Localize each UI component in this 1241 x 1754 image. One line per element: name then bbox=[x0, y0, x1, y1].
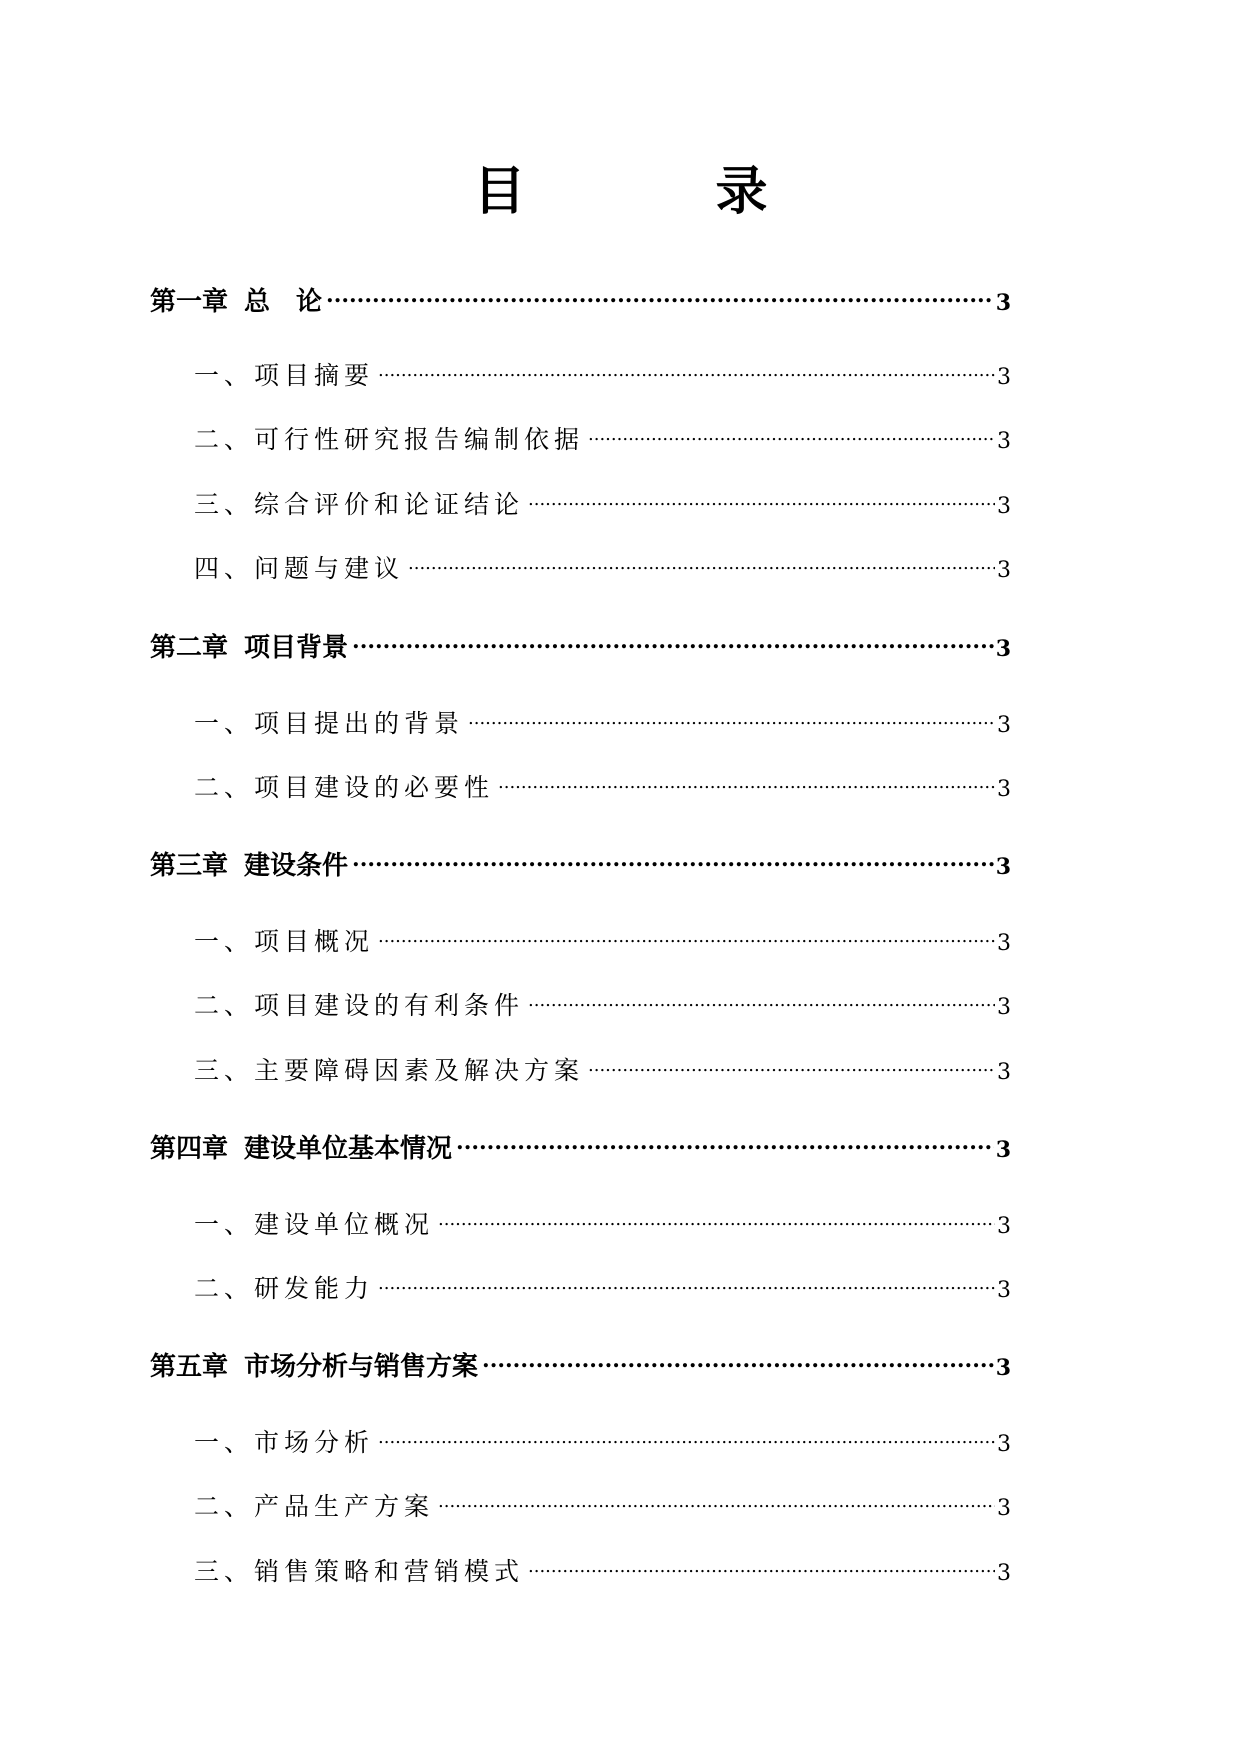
toc-dot-leader bbox=[588, 1045, 995, 1079]
toc-page-number: 3 bbox=[997, 1561, 1011, 1586]
toc-dot-leader bbox=[378, 350, 995, 384]
toc-chapter-title: 建设单位基本情况 bbox=[244, 1134, 453, 1164]
toc-dot-leader bbox=[438, 1481, 995, 1515]
toc-page-number: 3 bbox=[997, 931, 1011, 956]
toc-chapter-number: 第二章 bbox=[150, 633, 229, 663]
toc-section-title: 一、项目概况 bbox=[194, 927, 375, 956]
toc-section-title: 一、项目提出的背景 bbox=[194, 709, 465, 738]
toc-dot-leader bbox=[528, 980, 995, 1014]
toc-section-title: 二、可行性研究报告编制依据 bbox=[194, 425, 585, 454]
toc-dot-leader bbox=[378, 916, 995, 950]
toc-section-1-4[interactable] bbox=[194, 543, 1011, 583]
toc-page-number: 3 bbox=[995, 854, 1011, 880]
toc-page-number: 3 bbox=[997, 995, 1011, 1020]
toc-section-2-2[interactable] bbox=[194, 762, 1011, 802]
toc-section-3-1[interactable] bbox=[194, 916, 1011, 956]
toc-page-number: 3 bbox=[997, 1278, 1011, 1303]
toc-chapter-1[interactable] bbox=[150, 276, 1011, 317]
toc-page-number: 3 bbox=[995, 290, 1011, 316]
toc-page-number: 3 bbox=[997, 494, 1011, 519]
toc-dot-leader bbox=[528, 479, 995, 513]
toc-chapter-2[interactable] bbox=[150, 622, 1011, 663]
toc-chapter-number: 第一章 bbox=[150, 287, 229, 317]
toc-chapter-5[interactable] bbox=[150, 1341, 1011, 1382]
toc-dot-leader bbox=[378, 1263, 995, 1297]
toc-page-number: 3 bbox=[995, 1137, 1011, 1163]
toc-section-title: 二、产品生产方案 bbox=[194, 1492, 435, 1521]
toc-dot-leader bbox=[498, 762, 995, 796]
toc-chapter-3[interactable] bbox=[150, 840, 1011, 881]
toc-section-5-1[interactable] bbox=[194, 1417, 1011, 1457]
toc-section-2-1[interactable] bbox=[194, 698, 1011, 738]
toc-section-3-2[interactable] bbox=[194, 980, 1011, 1020]
toc-page-number: 3 bbox=[997, 1214, 1011, 1239]
toc-section-1-1[interactable] bbox=[194, 350, 1011, 390]
toc-chapter-title: 市场分析与销售方案 bbox=[244, 1352, 479, 1382]
toc-title-char-2: 录 bbox=[715, 162, 768, 222]
toc-page-number: 3 bbox=[997, 777, 1011, 802]
toc-section-5-3[interactable] bbox=[194, 1546, 1011, 1586]
toc-page-number: 3 bbox=[997, 1496, 1011, 1521]
toc-chapter-title: 建设条件 bbox=[244, 851, 349, 881]
toc-dot-leader bbox=[482, 1341, 994, 1375]
toc-section-title: 三、主要障碍因素及解决方案 bbox=[194, 1056, 585, 1085]
toc-section-title: 一、项目摘要 bbox=[194, 361, 375, 390]
toc-dot-leader bbox=[528, 1546, 995, 1580]
toc-dot-leader bbox=[378, 1417, 995, 1451]
toc-dot-leader bbox=[352, 622, 994, 656]
toc-chapter-number: 第三章 bbox=[150, 851, 229, 881]
toc-chapter-4[interactable] bbox=[150, 1123, 1011, 1164]
toc-section-title: 二、研发能力 bbox=[194, 1274, 375, 1303]
toc-dot-leader bbox=[352, 840, 994, 874]
toc-chapter-title: 总 论 bbox=[244, 287, 323, 317]
toc-section-title: 二、项目建设的有利条件 bbox=[194, 991, 525, 1020]
toc-chapter-number: 第四章 bbox=[150, 1134, 229, 1164]
toc-dot-leader bbox=[468, 698, 995, 732]
toc-page-number: 3 bbox=[997, 365, 1011, 390]
toc-section-3-3[interactable] bbox=[194, 1045, 1011, 1085]
toc-section-title: 一、市场分析 bbox=[194, 1428, 375, 1457]
toc-section-4-2[interactable] bbox=[194, 1263, 1011, 1303]
toc-dot-leader bbox=[588, 414, 995, 448]
toc-page-number: 3 bbox=[995, 636, 1011, 662]
toc-page-number: 3 bbox=[997, 1432, 1011, 1457]
toc-page-number: 3 bbox=[995, 1355, 1011, 1381]
toc-page-number: 3 bbox=[997, 713, 1011, 738]
toc-title bbox=[0, 160, 1241, 224]
toc-section-4-1[interactable] bbox=[194, 1199, 1011, 1239]
toc-page-number: 3 bbox=[997, 429, 1011, 454]
toc-page-number: 3 bbox=[997, 558, 1011, 583]
toc-section-1-2[interactable] bbox=[194, 414, 1011, 454]
toc-dot-leader bbox=[456, 1123, 994, 1157]
toc-section-1-3[interactable] bbox=[194, 479, 1011, 519]
toc-chapter-number: 第五章 bbox=[150, 1352, 229, 1382]
toc-dot-leader bbox=[408, 543, 995, 577]
toc-section-title: 四、问题与建议 bbox=[194, 554, 405, 583]
toc-section-title: 二、项目建设的必要性 bbox=[194, 773, 495, 802]
toc-page-number: 3 bbox=[997, 1060, 1011, 1085]
toc-section-title: 三、综合评价和论证结论 bbox=[194, 490, 525, 519]
toc-chapter-title: 项目背景 bbox=[244, 633, 349, 663]
toc-dot-leader bbox=[326, 276, 994, 310]
toc-dot-leader bbox=[438, 1199, 995, 1233]
toc-section-title: 三、销售策略和营销模式 bbox=[194, 1557, 525, 1586]
toc-section-5-2[interactable] bbox=[194, 1481, 1011, 1521]
toc-title-char-1: 目 bbox=[473, 162, 526, 222]
toc-section-title: 一、建设单位概况 bbox=[194, 1210, 435, 1239]
